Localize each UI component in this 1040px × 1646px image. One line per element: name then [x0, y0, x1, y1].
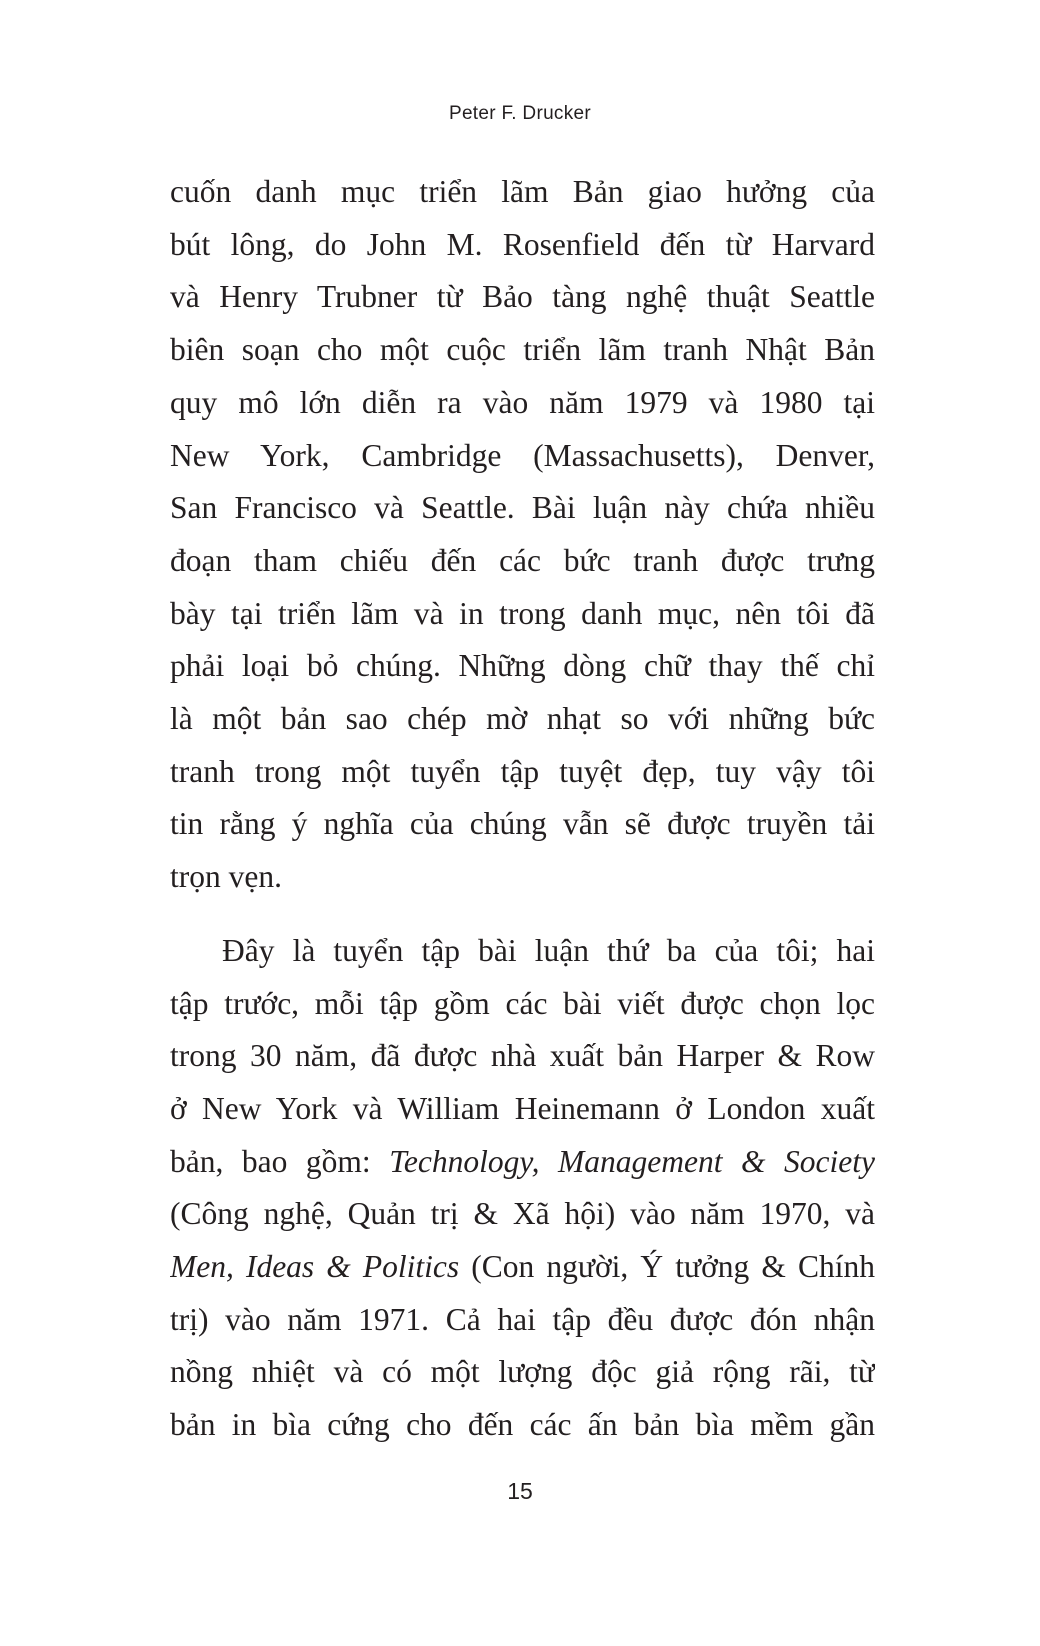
text-segment: bản, bao gồm: — [170, 1143, 390, 1179]
text-line — [170, 1241, 875, 1294]
text-line: trọn vẹn. — [170, 859, 282, 895]
text-line: New York, Cambridge (Massachusetts), Denver, — [170, 437, 875, 473]
text-line: tập trước, mỗi tập gồm các bài viết được chọn lọc — [170, 985, 875, 1021]
text-line: bút lông, do John M. Rosenfield đến từ Harvard — [170, 226, 875, 262]
page-number: 15 — [507, 1478, 533, 1504]
text-line: nồng nhiệt và có một lượng độc giả rộng rãi, từ — [170, 1354, 875, 1390]
book-title-technology-management-society: Technology, Management & Society — [389, 1143, 875, 1179]
paragraph-2 — [170, 925, 875, 1452]
text-line: phải loại bỏ chúng. Những dòng chữ thay thế chỉ — [170, 648, 875, 684]
text-line — [170, 1136, 875, 1189]
text-line: tranh trong một tuyển tập tuyệt đẹp, tuy vậy tôi — [170, 753, 875, 789]
text-line: là một bản sao chép mờ nhạt so với những bức — [170, 701, 875, 737]
text-line: tin rằng ý nghĩa của chúng vẫn sẽ được truyền tải — [170, 806, 875, 842]
text-line: trong 30 năm, đã được nhà xuất bản Harper & Row — [170, 1038, 875, 1074]
book-title-men-ideas-politics: Men, Ideas & Politics — [170, 1249, 460, 1285]
text-line: biên soạn cho một cuộc triển lãm tranh Nhật Bản — [170, 332, 875, 368]
text-line: San Francisco và Seattle. Bài luận này chứa nhiều — [170, 490, 875, 526]
running-head-author: Peter F. Drucker — [448, 103, 592, 124]
text-line: ở New York và William Heinemann ở London xuất — [170, 1090, 875, 1126]
text-line: Đây là tuyển tập bài luận thứ ba của tôi; hai — [222, 932, 875, 968]
text-line: đoạn tham chiếu đến các bức tranh được trưng — [170, 542, 875, 578]
text-line: và Henry Trubner từ Bảo tàng nghệ thuật Seattle — [170, 279, 875, 315]
text-line: bản in bìa cứng cho đến các ấn bản bìa mềm gần — [170, 1407, 875, 1443]
text-line: bày tại triển lãm và in trong danh mục, nên tôi đã — [170, 595, 875, 631]
text-segment: (Con người, Ý tưởng & Chính — [459, 1249, 875, 1285]
text-line: trị) vào năm 1971. Cả hai tập đều được đón nhận — [170, 1301, 875, 1337]
text-line: (Công nghệ, Quản trị & Xã hội) vào năm 1970, và — [170, 1196, 875, 1232]
text-line: quy mô lớn diễn ra vào năm 1979 và 1980 tại — [170, 384, 875, 420]
body-text — [170, 166, 875, 1452]
text-line: cuốn danh mục triển lãm Bản giao hưởng của — [170, 174, 875, 209]
paragraph-1 — [170, 166, 875, 904]
